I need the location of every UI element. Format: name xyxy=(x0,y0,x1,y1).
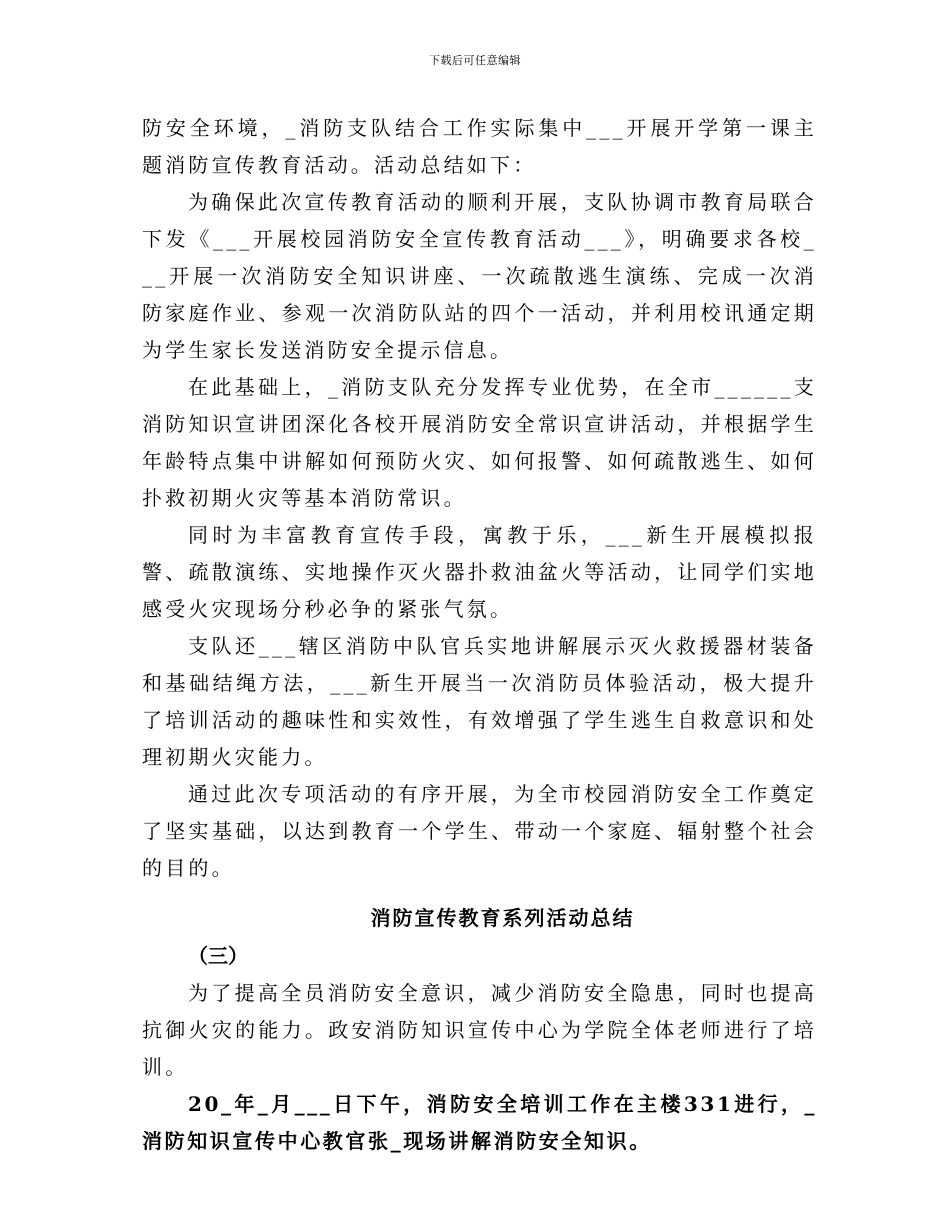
body-paragraph-4: 同时为丰富教育宣传手段，寓教于乐，___新生开展模拟报警、疏散演练、实地操作灭火器扑救油盆火等活动，让同学们实地感受火灾现场分秒必争的紧张气氛。 xyxy=(142,523,817,621)
section-number: （三） xyxy=(188,944,248,968)
section-intro-paragraph: 为了提高全员消防安全意识，减少消防安全隐患，同时也提高抗御火灾的能力。政安消防知识宣传中心为学院全体老师进行了培训。 xyxy=(142,981,817,1079)
document-body xyxy=(142,110,817,1160)
body-paragraph-6: 通过此次专项活动的有序开展，为全市校园消防安全工作奠定了坚实基础，以达到教育一个学生、带动一个家庭、辐射整个社会的目的。 xyxy=(142,782,817,880)
section-title: 消防宣传教育系列活动总结 xyxy=(370,906,635,930)
section-bold-paragraph: 20_年_月___日下午，消防安全培训工作在主楼331进行，_消防知识宣传中心教官张_现场讲解消防安全知识。 xyxy=(142,1092,817,1153)
body-paragraph-2: 为确保此次宣传教育活动的顺利开展，支队协调市教育局联合下发《___开展校园消防安全宣传教育活动___》，明确要求各校___开展一次消防安全知识讲座、一次疏散逃生演练、完成一次消防家庭作业、参观一次消防队站的四个一活动，并利用校讯通定期为学生家长发送消防安全提示信息。 xyxy=(142,190,817,362)
page-header-note: 下载后可任意编辑 xyxy=(429,54,521,67)
body-paragraph-3: 在此基础上，_消防支队充分发挥专业优势，在全市______支消防知识宣讲团深化各校开展消防安全常识宣讲活动，并根据学生年龄特点集中讲解如何预防火灾、如何报警、如何疏散逃生、如何扑救初期火灾等基本消防常识。 xyxy=(142,375,817,510)
body-paragraph-1: 防安全环境，_消防支队结合工作实际集中___开展开学第一课主题消防宣传教育活动。活动总结如下： xyxy=(142,116,817,177)
body-paragraph-5: 支队还___辖区消防中队官兵实地讲解展示灭火救援器材装备和基础结绳方法，___新生开展当一次消防员体验活动，极大提升了培训活动的趣味性和实效性，有效增强了学生逃生自救意识和处理初期火灾能力。 xyxy=(142,634,817,769)
